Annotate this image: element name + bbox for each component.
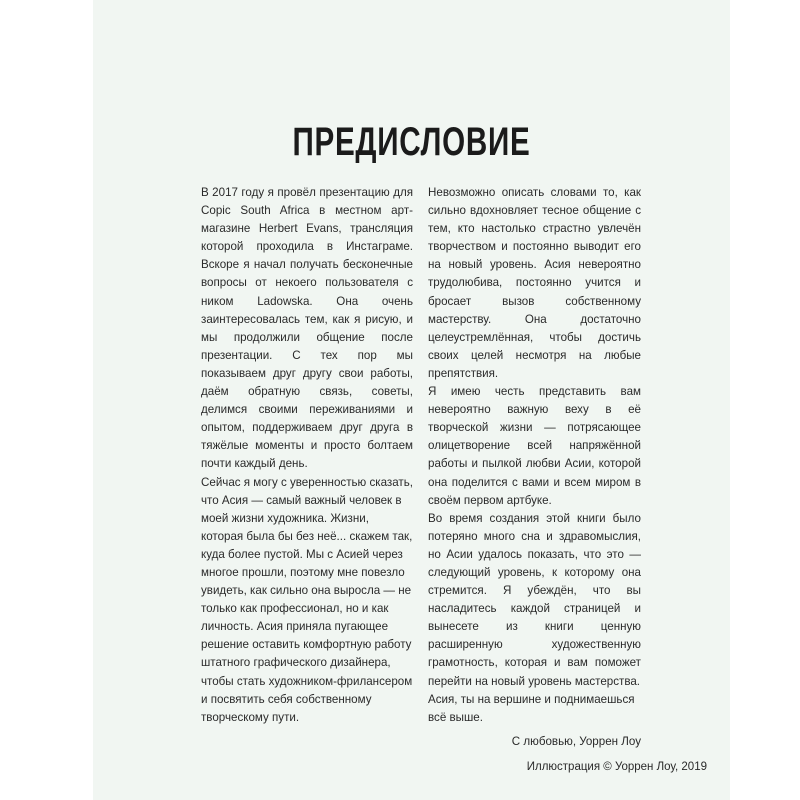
paragraph: В 2017 году я провёл презентацию для Copic South Africa в местном арт-магазине Herbert Evans, трансляция которой проходила в Инстаграме. Вскоре я начал получать бесконечные вопросы от некоего пользователя с ником Ladowska. Она очень заинтересовалась тем, как я рисую, и мы продолжили общение после презентации. С тех пор мы показываем друг другу свои работы, даём обратную связь, советы, делимся своими переживаниями и опытом, поддерживаем друг друга в тяжёлые моменты и просто болтаем почти каждый день. [201,186,413,471]
paragraph: Я имею честь представить вам невероятно важную веху в её творческой жизни — потрясающее олицетворение всей напряжённой работы и пылкой любви Асии, которой она поделится с вами и всем миром в своём первом артбуке. [428,385,641,507]
signature: С любовью, Уоррен Лоу [511,734,641,748]
paragraph: Сейчас я могу с уверенностью сказать, что Асия — самый важный человек в моей жизни художника. Жизни, которая была бы без неё... скажем так, куда более пустой. Мы с Асией через многое прошли, поэтому мне повезло увидеть, как сильно она выросла — не только как профессионал, но и как личность. Асия приняла пугающее решение оставить комфортную работу штатного графического дизайнера, чтобы стать художником-фрилансером и посвятить себя собственному творческому пути. [201,475,413,724]
left-text-column [201,184,413,727]
paragraph: Асия, ты на вершине и поднимаешься всё выше. [428,692,635,724]
illustration-credit: Иллюстрация © Уоррен Лоу, 2019 [526,761,707,773]
paragraph: Во время создания этой книги было потеряно много сна и здравомыслия, но Асии удалось показать, что это — следующий уровень, к которому она стремится. Я убеждён, что вы насладитесь каждой страницей и вынесете из книги ценную расширенную художественную грамотность, которая и вам поможет перейти на новый уровень мастерства. [428,511,641,688]
right-text-column [428,184,641,751]
page-title: ПРЕДИСЛОВИЕ [292,120,531,164]
paragraph: Невозможно описать словами то, как сильно вдохновляет тесное общение с тем, кто настолько страстно увлечён творчеством и постоянно выводит его на новый уровень. Асия невероятно трудолюбива, постоянно учится и бросает вызов собственному мастерству. Она достаточно целеустремлённая, чтобы достичь своих целей несмотря на любые препятствия. [428,186,641,380]
book-page [93,0,730,800]
